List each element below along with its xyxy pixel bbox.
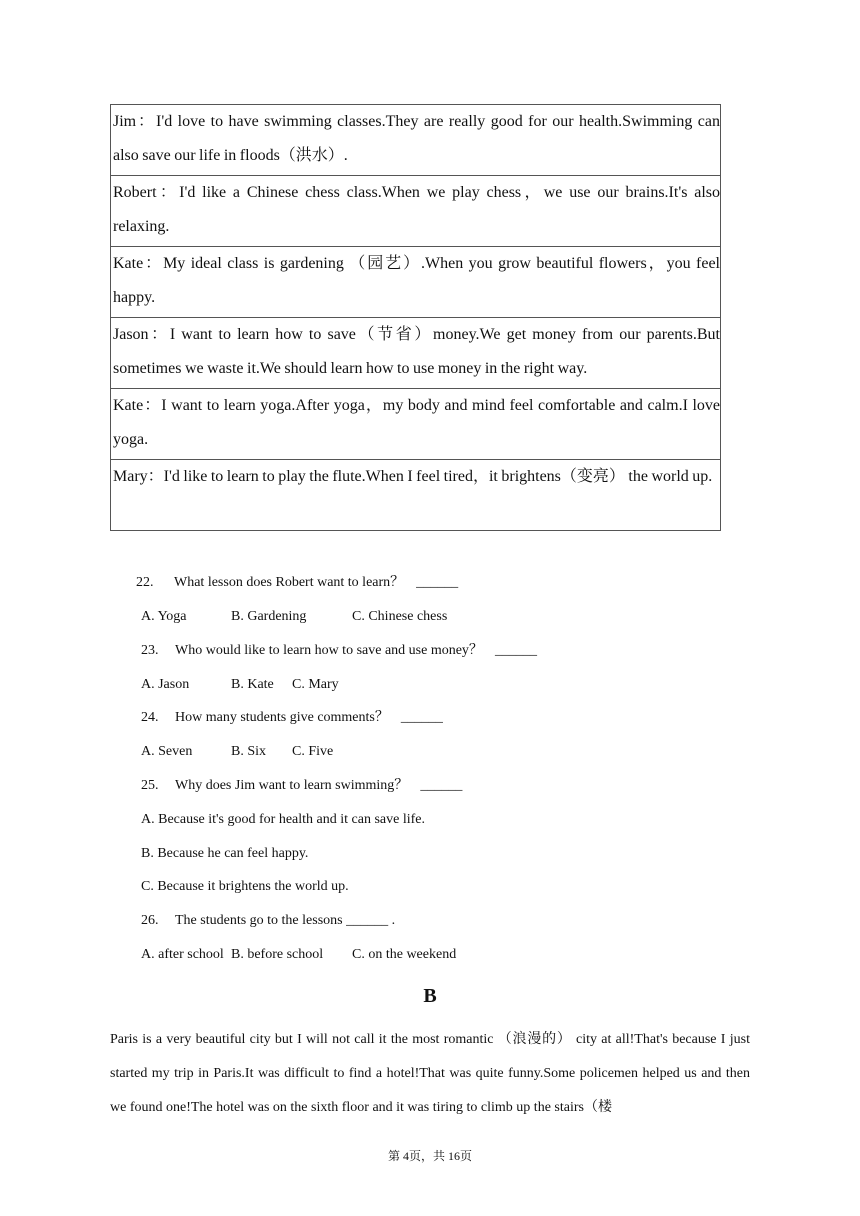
reading-passage: Paris is a very beautiful city but I will not call it the most romantic （浪漫的） city at all!That's because I just started my trip in Paris.It was difficult to find a hotel!That was quite funny.Some policemen helped us and then we found one!The hotel was on the sixth floor and it was tiring to climb up the stairs（楼 [110, 1032, 750, 1115]
question-number: 25. [141, 778, 159, 793]
question-text: The students go to the lessons ______ . [175, 913, 396, 928]
table-row [111, 460, 721, 531]
option-b: B. Kate [231, 677, 274, 692]
table-row [111, 247, 721, 318]
option-c: C. on the weekend [352, 947, 457, 962]
question-text: What lesson does Robert want to learn？ [174, 575, 405, 590]
question-number: 26. [141, 913, 159, 928]
student-comments-table [110, 104, 721, 531]
question-23-options [141, 675, 339, 695]
comment-jason: Jason：I want to learn how to save（节省）money.We get money from our parents.But sometimes we waste it.We should learn how to use money in the right way. [111, 318, 721, 389]
question-25-option-a: A. Because it's good for health and it can save life. [141, 812, 425, 827]
answer-blank: ______ [416, 575, 459, 590]
question-25 [141, 776, 464, 796]
option-a: A. after school [141, 947, 224, 962]
question-24 [141, 708, 445, 728]
option-b: B. Gardening [231, 609, 307, 624]
question-25-option-b: B. Because he can feel happy. [141, 846, 309, 861]
question-25-option-c: C. Because it brightens the world up. [141, 879, 349, 894]
comment-kate-yoga: Kate：I want to learn yoga.After yoga，my body and mind feel comfortable and calm.I love yoga. [111, 389, 721, 460]
table-row [111, 105, 721, 176]
comment-robert: Robert：I'd like a Chinese chess class.When we play chess，we use our brains.It's also relaxing. [111, 176, 721, 247]
question-text: Why does Jim want to learn swimming？ [175, 778, 409, 793]
page-footer: 第 4页，共 16页 [387, 1149, 472, 1163]
option-b: B. Six [231, 744, 267, 759]
answer-blank: ______ [400, 710, 443, 725]
question-22-options [141, 607, 447, 627]
option-b: B. before school [231, 947, 324, 962]
option-c: C. Five [292, 744, 334, 759]
question-number: 24. [141, 710, 159, 725]
question-23 [141, 641, 539, 661]
question-number: 22. [136, 575, 154, 590]
table-row [111, 318, 721, 389]
question-22 [136, 573, 460, 593]
question-number: 23. [141, 643, 159, 658]
answer-blank: ______ [494, 643, 537, 658]
option-a: A. Yoga [141, 609, 187, 624]
question-24-options [141, 742, 333, 762]
table-row [111, 389, 721, 460]
option-a: A. Seven [141, 744, 193, 759]
option-c: C. Mary [292, 677, 339, 692]
comment-kate-gardening: Kate：My ideal class is gardening （园艺）.When you grow beautiful flowers，you feel happy. [111, 247, 721, 318]
comment-jim: Jim：I'd love to have swimming classes.They are really good for our health.Swimming can also save our life in floods（洪水）. [111, 105, 721, 176]
question-text: How many students give comments？ [175, 710, 389, 725]
option-c: C. Chinese chess [352, 609, 448, 624]
comment-mary: Mary：I'd like to learn to play the flute.When I feel tired，it brightens（变亮） the world up. [111, 460, 721, 531]
table-row [111, 176, 721, 247]
question-26 [141, 911, 395, 931]
section-heading: B [423, 985, 437, 1007]
question-26-options [141, 945, 456, 965]
question-text: Who would like to learn how to save and use money？ [175, 643, 483, 658]
option-a: A. Jason [141, 677, 190, 692]
answer-blank: ______ [420, 778, 463, 793]
